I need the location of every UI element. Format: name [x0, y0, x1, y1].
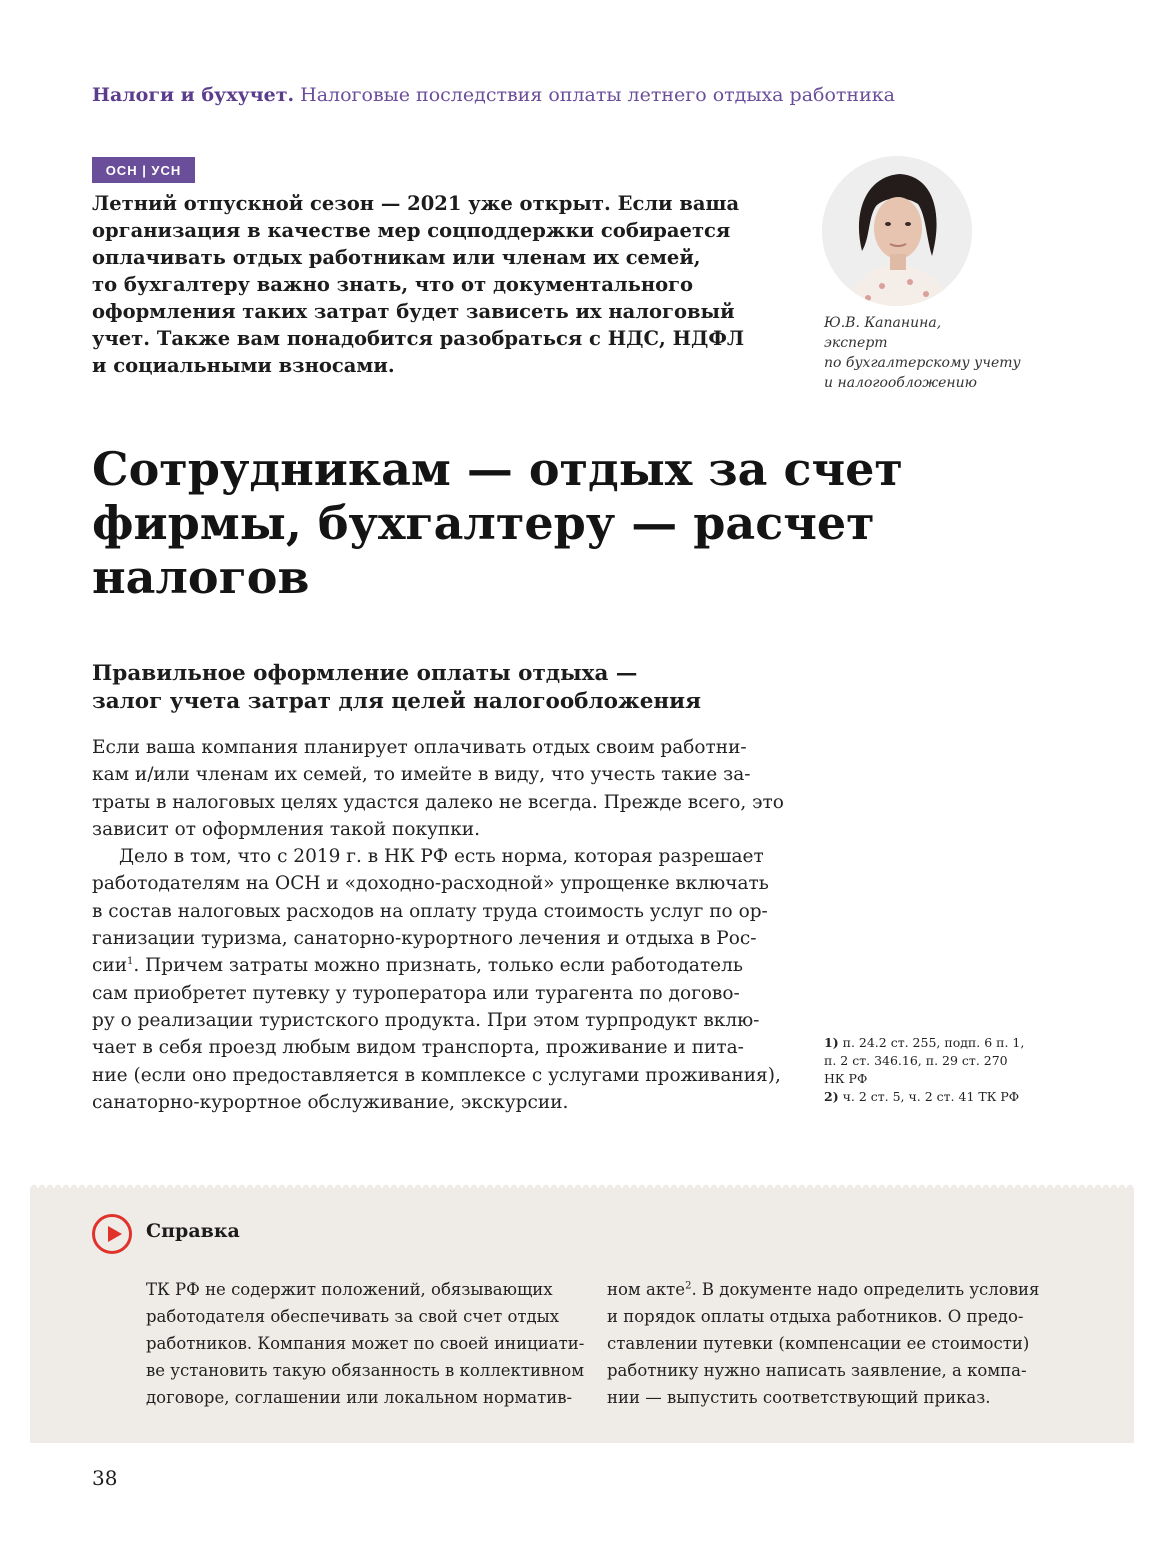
body-line: ганизации туризма, санаторно-курортного лечения и отдыха в Рос- [92, 928, 757, 950]
lead-line: то бухгалтеру важно знать, что от документального [92, 273, 694, 296]
author-name: Ю.В. Капанина, [824, 315, 942, 331]
reference-line: работодателя обеспечивать за свой счет отдых [146, 1307, 560, 1326]
lead-line: и социальными взносами. [92, 354, 395, 377]
reference-box [30, 1188, 1134, 1443]
body-line [92, 952, 782, 979]
section-name: Налоги и бухучет. [92, 84, 295, 106]
footnote-ref: 2 [685, 1280, 692, 1292]
body-line: работодателям на ОСН и «доходно-расходной» упрощенке включать [92, 873, 769, 895]
body-line: в состав налоговых расходов на оплату труда стоимость услуг по ор- [92, 900, 768, 922]
reference-line: ве установить такую обязанность в коллективном [146, 1361, 585, 1380]
heading-line: залог учета затрат для целей налогообложения [92, 689, 701, 714]
reference-fragment: ном акте [607, 1280, 686, 1299]
tax-regime-tag: ОСН | УСН [92, 157, 195, 183]
title-line: Сотрудникам — отдых за счет [92, 442, 903, 496]
lead-line: оформления таких затрат будет зависеть их налоговый [92, 300, 735, 323]
footnote-number: 2) [824, 1089, 839, 1104]
body-line: сам приобретет путевку у туроператора или турагента по догово- [92, 982, 740, 1004]
reference-line: ставлении путевки (компенсации ее стоимости) [607, 1334, 1030, 1353]
page-number: 38 [92, 1466, 118, 1490]
lead-paragraph [92, 190, 772, 379]
body-line: зависит от оформления такой покупки. [92, 818, 481, 840]
reference-line: ТК РФ не содержит положений, обязывающих [146, 1280, 553, 1299]
footnote-1 [824, 1034, 1024, 1052]
lead-line: учет. Также вам понадобится разобраться с НДС, НДФЛ [92, 327, 745, 350]
running-head [92, 84, 895, 106]
author-role: по бухгалтерскому учету [824, 355, 1021, 371]
play-icon [92, 1214, 132, 1254]
author-avatar [822, 156, 972, 306]
author-role: эксперт [824, 335, 888, 351]
author-caption [824, 313, 1021, 393]
body-line: кам и/или членам их семей, то имейте в виду, что учесть такие за- [92, 764, 751, 786]
reference-line [607, 1276, 1039, 1303]
body-line: ру о реализации туристского продукта. При этом турпродукт вклю- [92, 1009, 760, 1031]
title-line: налогов [92, 550, 310, 604]
body-line: траты в налоговых целях удастся далеко не всегда. Прежде всего, это [92, 791, 784, 813]
reference-column-2 [607, 1276, 1039, 1411]
body-line: ние (если оно предоставляется в комплексе с услугами проживания), [92, 1064, 781, 1086]
lead-line: организация в качестве мер соцподдержки собирается [92, 219, 731, 242]
footnote-2 [824, 1088, 1024, 1106]
article-name: Налоговые последствия оплаты летнего отдыха работника [300, 84, 895, 106]
footnote-text: ч. 2 ст. 5, ч. 2 ст. 41 ТК РФ [842, 1089, 1020, 1104]
section-heading [92, 660, 701, 716]
footnote-text: НК РФ [824, 1071, 868, 1086]
article-title [92, 442, 903, 604]
body-line: санаторно-курортное обслуживание, экскурсии. [92, 1091, 569, 1113]
body-line: Дело в том, что с 2019 г. в НК РФ есть норма, которая разрешает [119, 846, 764, 868]
reference-line: и порядок оплаты отдыха работников. О предо- [607, 1307, 1024, 1326]
footnotes [824, 1034, 1024, 1106]
body-text [92, 734, 782, 1116]
footnote-ref: 1 [127, 956, 134, 968]
author-role: и налогообложению [824, 375, 977, 391]
heading-line: Правильное оформление оплаты отдыха — [92, 661, 638, 686]
reference-line: нии — выпустить соответствующий приказ. [607, 1388, 991, 1407]
title-line: фирмы, бухгалтеру — расчет [92, 496, 875, 550]
footnote-text: п. 2 ст. 346.16, п. 29 ст. 270 [824, 1053, 1008, 1068]
lead-line: Летний отпускной сезон — 2021 уже открыт. Если ваша [92, 192, 740, 215]
footnote-number: 1) [824, 1035, 839, 1050]
body-line: чает в себя проезд любым видом транспорта, проживание и пита- [92, 1037, 744, 1059]
reference-line: работников. Компания может по своей инициати- [146, 1334, 585, 1353]
footnote-text: п. 24.2 ст. 255, подп. 6 п. 1, [842, 1035, 1025, 1050]
body-fragment: . Причем затраты можно признать, только если работодатель [133, 955, 743, 977]
lead-line: оплачивать отдых работникам или членам их семей, [92, 246, 701, 269]
reference-line: договоре, соглашении или локальном норматив- [146, 1388, 573, 1407]
body-fragment: сии [92, 955, 128, 977]
reference-column-1 [146, 1276, 584, 1411]
reference-fragment: . В документе надо определить условия [691, 1280, 1040, 1299]
reference-line: работнику нужно написать заявление, а компа- [607, 1361, 1027, 1380]
body-line: Если ваша компания планирует оплачивать отдых своим работни- [92, 737, 747, 758]
reference-title: Справка [146, 1220, 240, 1242]
